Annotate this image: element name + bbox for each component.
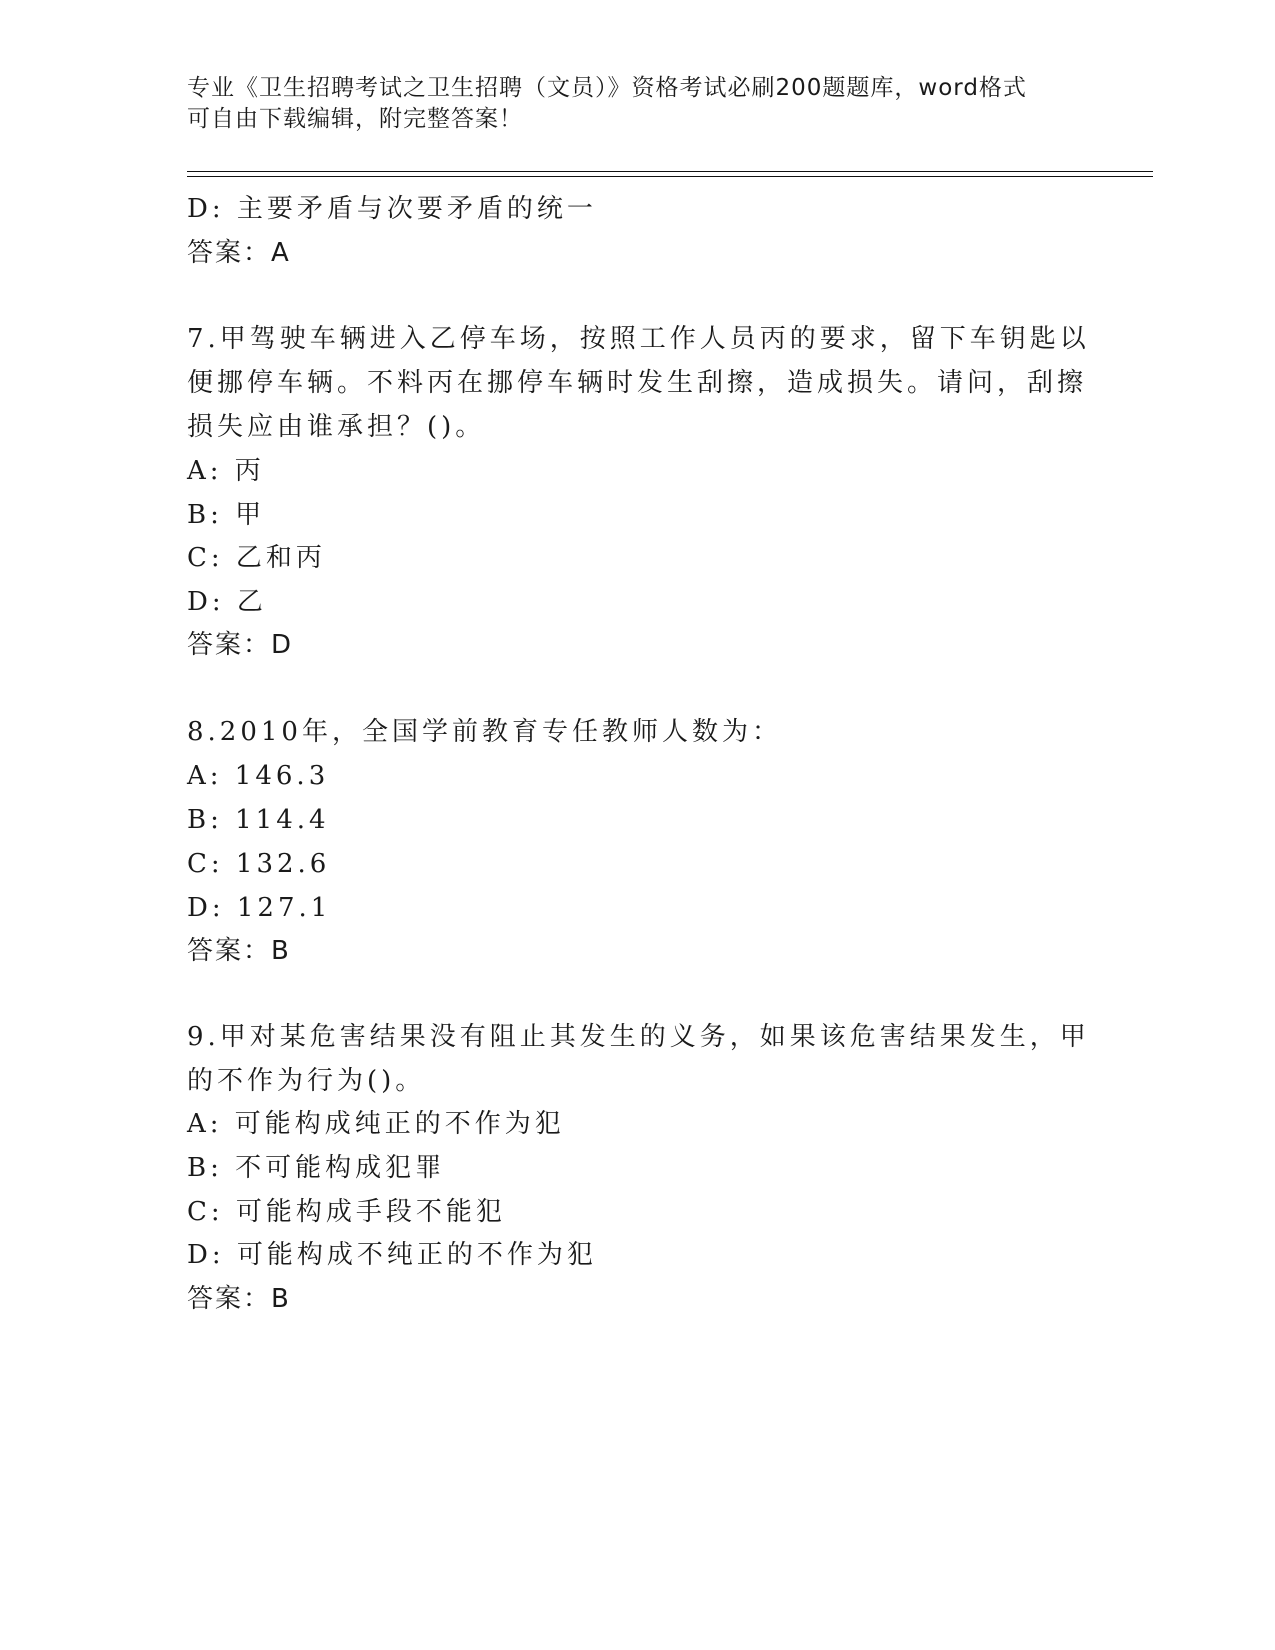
option-b: B: 114.4	[187, 805, 330, 835]
header-divider-top	[187, 171, 1153, 172]
option-c: C: 可能构成手段不能犯	[187, 1197, 506, 1227]
option-d: D: 可能构成不纯正的不作为犯	[187, 1240, 597, 1270]
option-d: D: 乙	[187, 587, 267, 617]
header-title-line1: 专业《卫生招聘考试之卫生招聘（文员）》资格考试必刷200题题库，word格式	[187, 75, 1027, 101]
answer-line: 答案：B	[187, 936, 291, 966]
question-text-line: 便挪停车辆。不料丙在挪停车辆时发生刮擦，造成损失。请问，刮擦	[187, 368, 1088, 398]
answer-line: 答案：D	[187, 630, 294, 660]
option-b: B: 甲	[187, 500, 266, 530]
answer-line: 答案：A	[187, 238, 291, 268]
answer-line: 答案：B	[187, 1284, 291, 1314]
question-text-line: 8.2010年，全国学前教育专任教师人数为：	[187, 717, 782, 747]
question-text-line: 9.甲对某危害结果没有阻止其发生的义务，如果该危害结果发生，甲	[187, 1022, 1090, 1052]
option-d: D: 127.1	[187, 893, 332, 923]
option-a: A: 可能构成纯正的不作为犯	[187, 1109, 565, 1139]
option-d: D: 主要矛盾与次要矛盾的统一	[187, 194, 597, 224]
header-title-line2: 可自由下载编辑，附完整答案！	[187, 106, 523, 132]
question-text-line: 的不作为行为()。	[187, 1066, 426, 1096]
option-c: C: 乙和丙	[187, 543, 326, 573]
header-divider-bottom	[187, 176, 1153, 177]
question-text-line: 7.甲驾驶车辆进入乙停车场，按照工作人员丙的要求，留下车钥匙以	[187, 324, 1090, 354]
option-a: A: 丙	[187, 456, 265, 486]
question-text-line: 损失应由谁承担？()。	[187, 412, 486, 442]
option-b: B: 不可能构成犯罪	[187, 1153, 446, 1183]
option-c: C: 132.6	[187, 849, 331, 879]
option-a: A: 146.3	[187, 761, 330, 791]
